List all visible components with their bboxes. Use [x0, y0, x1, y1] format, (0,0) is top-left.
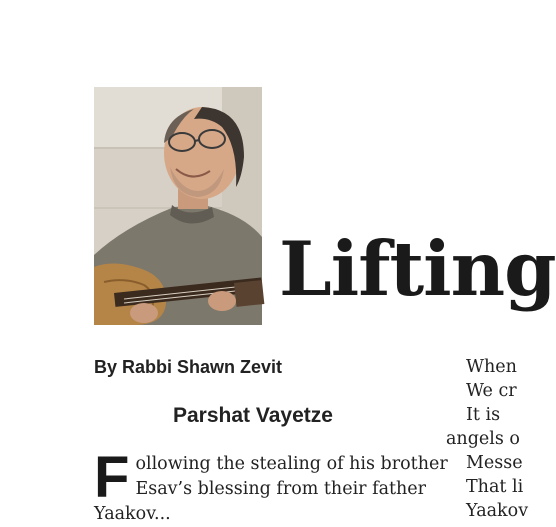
column-line: We cr — [466, 381, 517, 401]
section-subtitle: Parshat Vayetze — [173, 404, 333, 427]
author-byline: By Rabbi Shawn Zevit — [94, 357, 283, 377]
body-line: Yaakov... — [94, 504, 171, 524]
body-line: ollowing the stealing of his brother — [135, 454, 448, 474]
column-line: Messe — [466, 453, 523, 473]
column-line: That li — [466, 477, 524, 497]
column-line: angels o — [446, 429, 520, 449]
drop-cap: F — [94, 445, 130, 510]
author-photo — [94, 87, 262, 325]
article-headline: Lifting — [279, 225, 556, 313]
column-line: It is — [466, 405, 501, 425]
article-body — [94, 445, 448, 527]
right-column-text — [446, 355, 529, 523]
column-line: When — [466, 357, 517, 377]
body-line: Esav’s blessing from their father — [135, 479, 427, 499]
column-line: Yaakov — [466, 501, 529, 521]
